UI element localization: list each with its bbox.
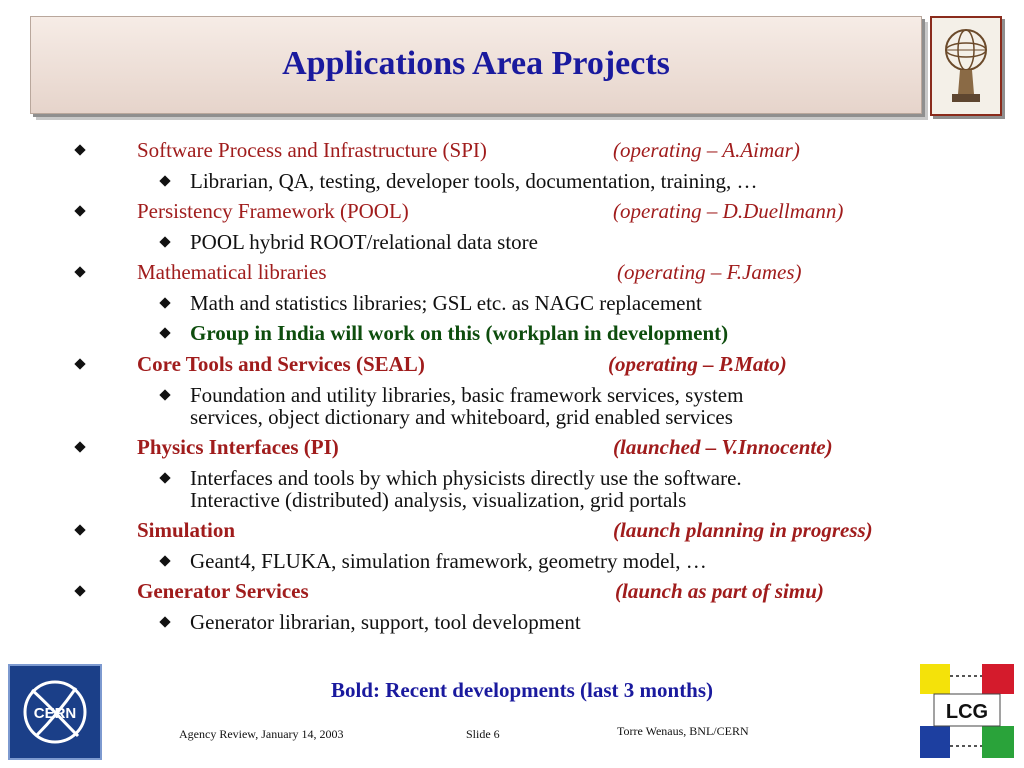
diamond-bullet-icon: [74, 441, 85, 452]
footer-author: Torre Wenaus, BNL/CERN: [617, 724, 749, 738]
cern-logo: [8, 664, 102, 760]
subitem-text: services, object dictionary and whiteboard, grid enabled services: [190, 405, 733, 429]
project-name: Core Tools and Services (SEAL): [137, 352, 425, 376]
project-name: Software Process and Infrastructure (SPI): [137, 138, 487, 162]
cern-logo-text: CERN: [33, 705, 77, 722]
subitem-text: Geant4, FLUKA, simulation framework, geometry model, …: [190, 549, 707, 573]
subitem-text: Interactive (distributed) analysis, visualization, grid portals: [190, 488, 687, 512]
slide-title: Applications Area Projects: [282, 45, 670, 82]
diamond-bullet-icon: [74, 144, 85, 155]
lcg-grid-icon: [920, 664, 1014, 758]
project-status: (operating – F.James): [617, 260, 802, 284]
diamond-bullet-icon: [159, 616, 170, 627]
project-name: Physics Interfaces (PI): [137, 435, 339, 459]
project-status: (launched – V.Innocente): [613, 435, 833, 459]
subitem-text: Math and statistics libraries; GSL etc. as NAGC replacement: [190, 291, 702, 315]
footer-slide-number: Slide 6: [466, 727, 500, 741]
subitem-text: Interfaces and tools by which physicists directly use the software.: [190, 466, 742, 490]
subitem-text: POOL hybrid ROOT/relational data store: [190, 230, 538, 254]
subitem-text: Group in India will work on this (workplan in development): [190, 321, 729, 345]
lcg-logo-text: LCG: [945, 701, 989, 723]
diamond-bullet-icon: [74, 585, 85, 596]
project-name: Simulation: [137, 518, 236, 542]
diamond-bullet-icon: [74, 266, 85, 277]
footer-event: Agency Review, January 14, 2003: [179, 727, 344, 741]
project-name: Generator Services: [137, 579, 309, 603]
subitem-text: Foundation and utility libraries, basic framework services, system: [190, 383, 744, 407]
project-status: (operating – A.Aimar): [613, 138, 800, 162]
diamond-bullet-icon: [159, 555, 170, 566]
legend-note: Bold: Recent developments (last 3 months): [330, 678, 714, 702]
project-status: (operating – P.Mato): [608, 352, 787, 376]
lcg-logo: [920, 664, 1014, 758]
diamond-bullet-icon: [74, 205, 85, 216]
project-status: (operating – D.Duellmann): [613, 199, 844, 223]
diamond-bullet-icon: [159, 389, 170, 400]
diamond-bullet-icon: [74, 524, 85, 535]
diamond-bullet-icon: [159, 297, 170, 308]
diamond-bullet-icon: [159, 327, 170, 338]
cern-emblem-icon: [10, 666, 100, 758]
project-name: Persistency Framework (POOL): [137, 199, 409, 223]
project-name: Mathematical libraries: [137, 260, 327, 284]
project-status: (launch as part of simu): [615, 579, 824, 603]
diamond-bullet-icon: [159, 236, 170, 247]
diamond-bullet-icon: [74, 358, 85, 369]
diamond-bullet-icon: [159, 472, 170, 483]
project-status: (launch planning in progress): [613, 518, 873, 542]
subitem-text: Librarian, QA, testing, developer tools, documentation, training, …: [190, 169, 758, 193]
subitem-text: Generator librarian, support, tool development: [190, 610, 581, 634]
diamond-bullet-icon: [159, 175, 170, 186]
